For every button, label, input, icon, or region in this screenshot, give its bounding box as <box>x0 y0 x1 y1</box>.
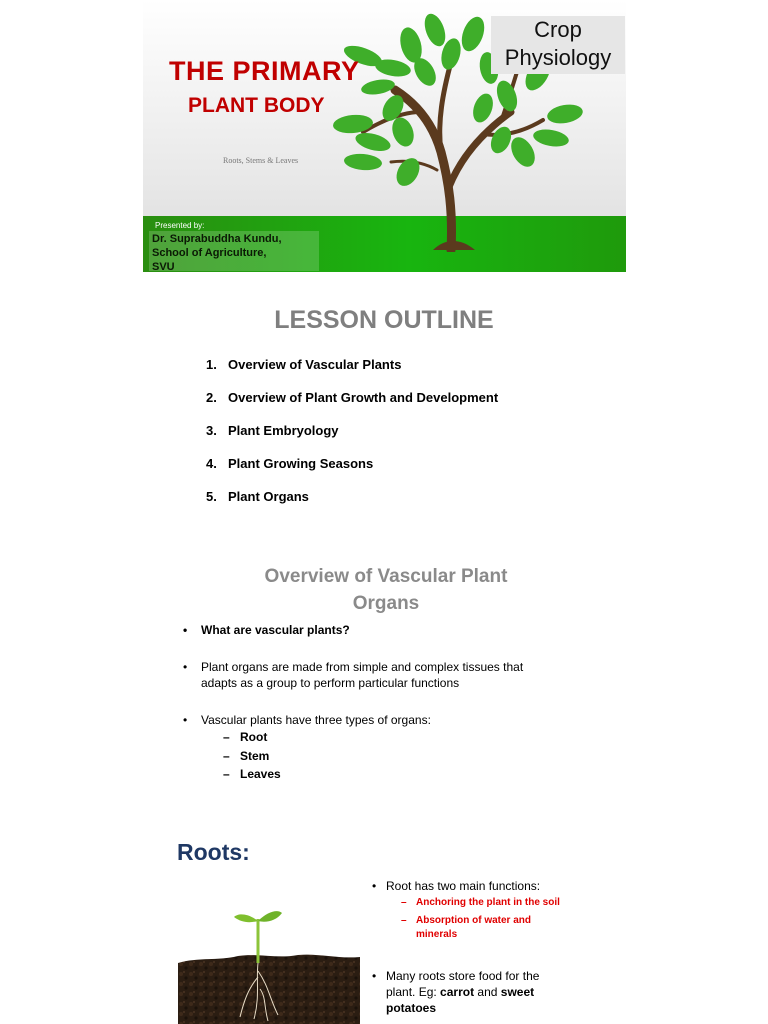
seedling-in-soil-icon <box>178 901 360 1024</box>
function-absorption <box>401 914 531 942</box>
lesson-outline-title: LESSON OUTLINE <box>274 306 494 334</box>
title-slide <box>143 0 626 272</box>
list-item <box>206 484 498 517</box>
course-badge-line2: Physiology <box>504 45 612 70</box>
item-text: Plant Growing Seasons <box>228 456 374 471</box>
item-text: Overview of Vascular Plants <box>228 357 402 372</box>
bullet-root-functions <box>372 878 541 894</box>
bullet-icon: • <box>372 879 377 893</box>
bullet-text-line2 <box>386 984 539 1000</box>
lesson-outline-list <box>206 352 498 517</box>
bullet-text-line2: adapts as a group to perform particular functions <box>201 676 460 690</box>
function-anchoring <box>401 896 560 910</box>
item-text: Plant Embryology <box>228 423 339 438</box>
organ-root <box>223 730 268 744</box>
bullet-text-line1: Many roots store food for the <box>386 969 540 983</box>
organ-label: Root <box>240 730 268 744</box>
bullet-icon: • <box>183 660 188 674</box>
presenter-box <box>149 231 319 271</box>
bullet-text: Root has two main functions: <box>386 879 541 893</box>
roots-title: Roots: <box>177 839 250 865</box>
list-item <box>206 418 498 451</box>
title-line2: Organs <box>352 593 420 614</box>
dash-icon: – <box>223 767 230 781</box>
list-item <box>206 352 498 385</box>
example-sweet: sweet <box>500 985 535 999</box>
bullet-text: Vascular plants have three types of organs: <box>201 713 431 727</box>
text-segment: and <box>474 985 501 999</box>
dash-icon: – <box>223 730 230 744</box>
text-segment: plant. Eg: <box>386 985 441 999</box>
presenter-university: SVU <box>152 261 175 272</box>
bullet-icon: • <box>183 713 188 727</box>
title-line1: Overview of Vascular Plant <box>264 566 508 587</box>
item-number: 3. <box>206 423 217 438</box>
function-text-line1: Absorption of water and <box>416 915 531 926</box>
bullet-icon: • <box>372 969 377 983</box>
course-badge-line1: Crop <box>534 17 582 42</box>
item-text: Overview of Plant Growth and Development <box>228 390 499 405</box>
seedling-photo <box>178 901 360 1024</box>
bullet-what-are-vascular <box>183 622 350 638</box>
dash-icon: – <box>223 749 230 763</box>
dash-icon: – <box>401 897 407 908</box>
bullet-text: What are vascular plants? <box>201 623 350 637</box>
function-text: Anchoring the plant in the soil <box>416 897 560 908</box>
title-line2: PLANT BODY <box>188 94 325 117</box>
organ-leaves <box>223 767 281 781</box>
bullet-plant-organs <box>183 659 524 691</box>
course-badge <box>491 16 625 74</box>
organ-stem <box>223 749 270 763</box>
item-number: 1. <box>206 357 217 372</box>
dash-icon: – <box>401 915 407 926</box>
bullet-icon: • <box>183 623 188 637</box>
function-text-line2: minerals <box>416 929 458 940</box>
presenter-name: Dr. Suprabuddha Kundu, <box>152 233 282 245</box>
list-item <box>206 385 498 418</box>
example-carrot: carrot <box>440 985 475 999</box>
bullet-text-line1: Plant organs are made from simple and complex tissues that <box>201 660 524 674</box>
subtitle: Roots, Stems & Leaves <box>223 156 299 165</box>
example-potatoes: potatoes <box>386 1001 437 1015</box>
title-line1: THE PRIMARY <box>169 56 360 86</box>
item-number: 4. <box>206 456 217 471</box>
presented-by-label: Presented by: <box>155 221 205 230</box>
bullet-three-organs <box>183 712 431 728</box>
item-number: 2. <box>206 390 217 405</box>
organ-label: Leaves <box>240 767 281 781</box>
item-text: Plant Organs <box>228 489 309 504</box>
vascular-overview-title <box>200 563 572 617</box>
presenter-school: School of Agriculture, <box>152 247 267 259</box>
bullet-food-storage <box>372 968 540 1016</box>
list-item <box>206 451 498 484</box>
organ-label: Stem <box>240 749 270 763</box>
item-number: 5. <box>206 489 217 504</box>
